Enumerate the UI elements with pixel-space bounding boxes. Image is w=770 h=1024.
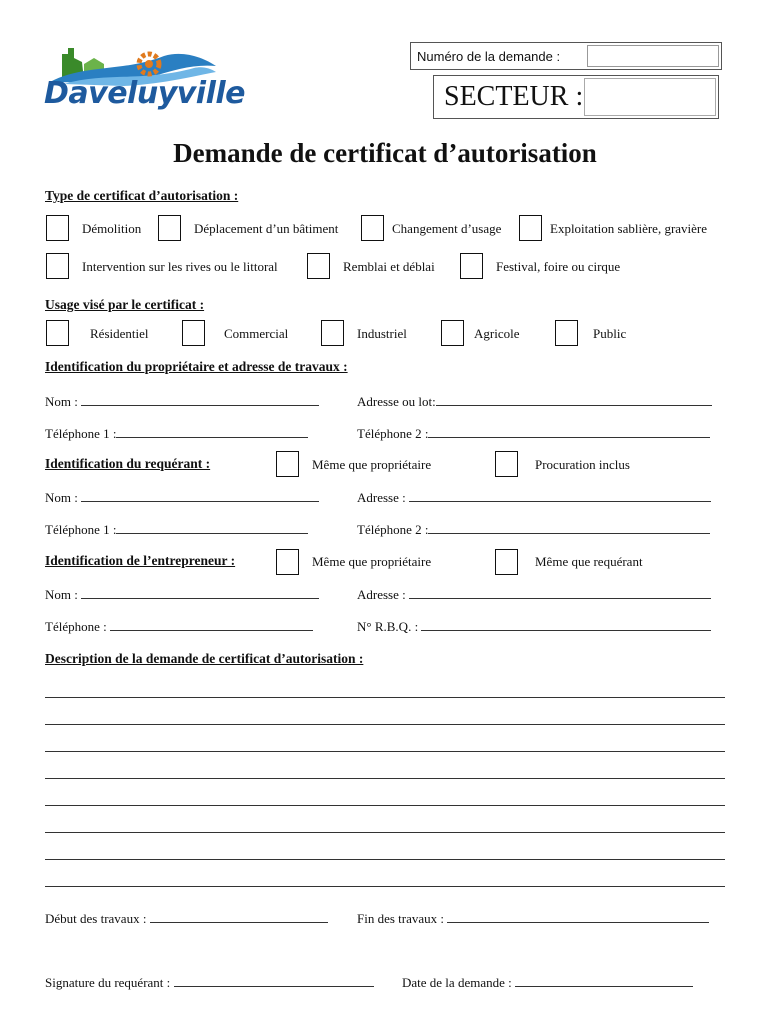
contractor-name-field[interactable] bbox=[81, 586, 319, 599]
applicant-phone2-row bbox=[357, 521, 710, 538]
applicant-name-field[interactable] bbox=[81, 489, 319, 502]
checkbox-changement-usage[interactable] bbox=[361, 215, 384, 241]
checkbox-commercial[interactable] bbox=[182, 320, 205, 346]
applicant-address-label: Adresse : bbox=[357, 490, 406, 505]
contractor-phone-field[interactable] bbox=[110, 618, 313, 631]
owner-phone2-label: Téléphone 2 : bbox=[357, 426, 429, 441]
proxy-included-label: Procuration inclus bbox=[535, 457, 630, 472]
applicant-phone2-field[interactable] bbox=[428, 521, 710, 534]
checkbox-public[interactable] bbox=[555, 320, 578, 346]
checkbox-demolition[interactable] bbox=[46, 215, 69, 241]
applicant-phone1-label: Téléphone 1 : bbox=[45, 522, 117, 537]
sector-box bbox=[433, 75, 719, 119]
owner-name-row bbox=[45, 393, 319, 410]
end-date-label: Fin des travaux : bbox=[357, 911, 445, 926]
signature-row bbox=[45, 974, 374, 991]
start-date-field[interactable] bbox=[150, 910, 328, 923]
contractor-rbq-field[interactable] bbox=[421, 618, 711, 631]
certificate-type-heading: Type de certificat d’autorisation : bbox=[45, 188, 239, 203]
owner-name-field[interactable] bbox=[81, 393, 319, 406]
checkbox-residentiel[interactable] bbox=[46, 320, 69, 346]
owner-address-field[interactable] bbox=[436, 393, 712, 406]
sector-label: SECTEUR : bbox=[444, 81, 584, 112]
applicant-same-owner-label: Même que propriétaire bbox=[312, 457, 432, 472]
option-remblai: Remblai et déblai bbox=[343, 259, 435, 274]
checkbox-deplacement[interactable] bbox=[158, 215, 181, 241]
description-line[interactable] bbox=[45, 697, 725, 698]
signature-field[interactable] bbox=[174, 974, 374, 987]
usage-heading: Usage visé par le certificat : bbox=[45, 297, 205, 312]
contractor-heading: Identification de l’entrepreneur : bbox=[45, 553, 236, 568]
checkbox-agricole[interactable] bbox=[441, 320, 464, 346]
sector-field[interactable] bbox=[584, 78, 716, 116]
checkbox-exploitation[interactable] bbox=[519, 215, 542, 241]
end-date-field[interactable] bbox=[447, 910, 709, 923]
description-line[interactable] bbox=[45, 859, 725, 860]
applicant-name-row bbox=[45, 489, 319, 506]
checkbox-intervention-rives[interactable] bbox=[46, 253, 69, 279]
description-line[interactable] bbox=[45, 724, 725, 725]
checkbox-contractor-same-applicant[interactable] bbox=[495, 549, 518, 575]
owner-phone2-field[interactable] bbox=[428, 425, 710, 438]
option-exploitation: Exploitation sablière, gravière bbox=[550, 221, 708, 236]
request-date-label: Date de la demande : bbox=[402, 975, 512, 990]
contractor-name-label: Nom : bbox=[45, 587, 78, 602]
option-festival: Festival, foire ou cirque bbox=[496, 259, 621, 274]
applicant-phone2-label: Téléphone 2 : bbox=[357, 522, 429, 537]
description-line[interactable] bbox=[45, 832, 725, 833]
option-public: Public bbox=[593, 326, 627, 341]
owner-name-label: Nom : bbox=[45, 394, 78, 409]
request-date-row bbox=[402, 974, 693, 991]
owner-phone1-label: Téléphone 1 : bbox=[45, 426, 117, 441]
owner-phone1-row bbox=[45, 425, 308, 442]
start-date-label: Début des travaux : bbox=[45, 911, 147, 926]
description-heading: Description de la demande de certificat d’autorisation : bbox=[45, 651, 364, 666]
applicant-address-row bbox=[357, 489, 711, 506]
contractor-name-row bbox=[45, 586, 319, 603]
request-number-box bbox=[410, 42, 722, 70]
owner-heading: Identification du propriétaire et adresse de travaux : bbox=[45, 359, 348, 374]
owner-address-row bbox=[357, 393, 712, 410]
applicant-heading: Identification du requérant : bbox=[45, 456, 211, 471]
contractor-rbq-row bbox=[357, 618, 711, 635]
start-date-row bbox=[45, 910, 328, 927]
description-line[interactable] bbox=[45, 778, 725, 779]
request-date-field[interactable] bbox=[515, 974, 693, 987]
contractor-address-field[interactable] bbox=[409, 586, 711, 599]
applicant-name-label: Nom : bbox=[45, 490, 78, 505]
page-title: Demande de certificat d’autorisation bbox=[173, 138, 597, 168]
logo bbox=[44, 42, 245, 122]
contractor-rbq-label: N° R.B.Q. : bbox=[357, 619, 419, 634]
description-line[interactable] bbox=[45, 886, 725, 887]
description-line[interactable] bbox=[45, 751, 725, 752]
signature-label: Signature du requérant : bbox=[45, 975, 171, 990]
owner-phone1-field[interactable] bbox=[116, 425, 308, 438]
checkbox-remblai[interactable] bbox=[307, 253, 330, 279]
applicant-phone1-field[interactable] bbox=[116, 521, 308, 534]
owner-address-label: Adresse ou lot: bbox=[357, 394, 436, 409]
end-date-row bbox=[357, 910, 709, 927]
owner-phone2-row bbox=[357, 425, 710, 442]
checkbox-festival[interactable] bbox=[460, 253, 483, 279]
contractor-address-label: Adresse : bbox=[357, 587, 406, 602]
checkbox-proxy-included[interactable] bbox=[495, 451, 518, 477]
checkbox-industriel[interactable] bbox=[321, 320, 344, 346]
contractor-phone-row bbox=[45, 618, 313, 635]
checkbox-contractor-same-owner[interactable] bbox=[276, 549, 299, 575]
option-intervention-rives: Intervention sur les rives ou le littoral bbox=[82, 259, 278, 274]
contractor-phone-label: Téléphone : bbox=[45, 619, 107, 634]
option-residentiel: Résidentiel bbox=[90, 326, 149, 341]
checkbox-applicant-same-owner[interactable] bbox=[276, 451, 299, 477]
option-deplacement: Déplacement d’un bâtiment bbox=[194, 221, 339, 236]
option-agricole: Agricole bbox=[474, 326, 520, 341]
option-changement-usage: Changement d’usage bbox=[392, 221, 502, 236]
request-number-field[interactable] bbox=[587, 45, 719, 67]
logo-text: Daveluyville bbox=[44, 76, 245, 111]
description-line[interactable] bbox=[45, 805, 725, 806]
option-demolition: Démolition bbox=[82, 221, 142, 236]
applicant-address-field[interactable] bbox=[409, 489, 711, 502]
applicant-phone1-row bbox=[45, 521, 308, 538]
request-number-label: Numéro de la demande : bbox=[417, 49, 561, 64]
option-industriel: Industriel bbox=[357, 326, 407, 341]
option-commercial: Commercial bbox=[224, 326, 289, 341]
contractor-address-row bbox=[357, 586, 711, 603]
contractor-same-applicant-label: Même que requérant bbox=[535, 554, 643, 569]
contractor-same-owner-label: Même que propriétaire bbox=[312, 554, 432, 569]
